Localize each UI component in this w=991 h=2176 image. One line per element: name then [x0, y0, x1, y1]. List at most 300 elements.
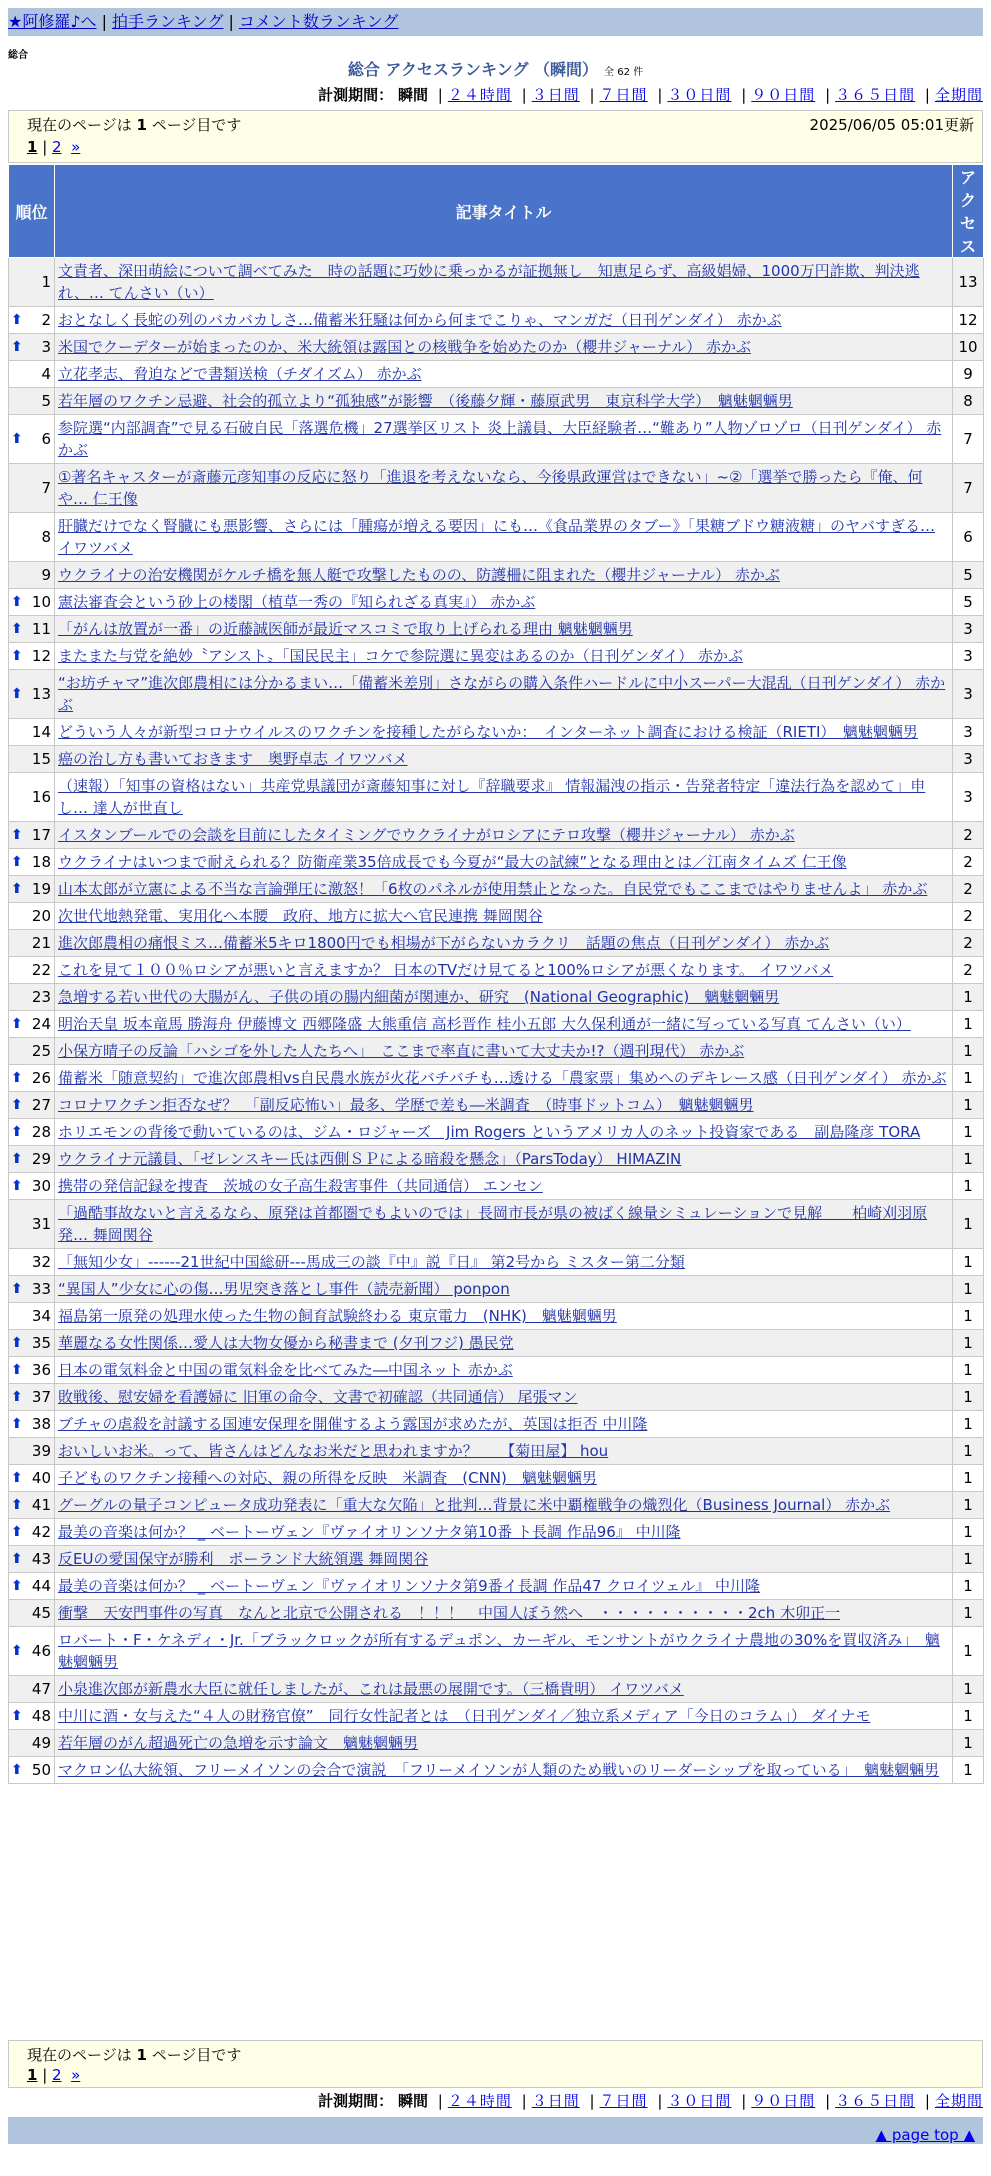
period-3d-link[interactable]: ３日間 — [531, 2092, 580, 2110]
table-row — [9, 1276, 984, 1303]
rank-cell — [9, 464, 55, 513]
rank-cell — [9, 643, 55, 670]
page-info-bottom — [8, 2040, 983, 2088]
access-count: 1 — [953, 1011, 984, 1038]
rank-number: 48 — [31, 1707, 51, 1725]
pager: 1 | 2 » — [27, 2066, 81, 2084]
table-row — [9, 415, 984, 464]
rank-number: 32 — [31, 1253, 51, 1271]
access-count: 1 — [953, 1173, 984, 1200]
rank-up-arrow-icon: ⬆ — [11, 1578, 23, 1594]
title-cell — [55, 1519, 953, 1546]
article-link[interactable]: 進次郎農相の痛恨ミス…備蓄米5キロ1800円でも相場が下がらないカラクリ 話題の焦点（日刊ゲンダイ） 赤かぶ — [58, 934, 830, 952]
rank-cell — [9, 1465, 55, 1492]
table-row — [9, 719, 984, 746]
rank-up-arrow-icon: ⬆ — [11, 1097, 23, 1113]
page-title-text: 総合 アクセスランキング （瞬間） — [347, 60, 599, 79]
title-cell — [55, 930, 953, 957]
article-link[interactable]: 日本の電気料金と中国の電気料金を比べてみた―中国ネット 赤かぶ — [58, 1361, 513, 1379]
rank-cell — [9, 1519, 55, 1546]
table-row — [9, 1492, 984, 1519]
rank-number: 8 — [41, 528, 51, 546]
access-count: 3 — [953, 643, 984, 670]
rank-number: 10 — [31, 593, 51, 611]
title-cell — [55, 670, 953, 719]
access-count: 1 — [953, 1438, 984, 1465]
rank-number: 3 — [41, 338, 51, 356]
period-current: 瞬間 — [397, 86, 428, 104]
period-all-link[interactable]: 全期間 — [934, 86, 983, 104]
title-cell — [55, 643, 953, 670]
article-link[interactable]: 若年層のワクチン忌避、社会的孤立より“孤独感”が影響 （後藤夕輝・藤原武男 東京科学大学） 魑魅魍魎男 — [58, 392, 793, 410]
rank-cell — [9, 258, 55, 307]
table-row — [9, 1627, 984, 1676]
rank-number: 6 — [41, 430, 51, 448]
access-count: 1 — [953, 1703, 984, 1730]
article-link[interactable]: 中川に酒・女与えた“４人の財務官僚” 同行女性記者とは （日刊ゲンダイ／独立系メディア「今日のコラム」） ダイナモ — [58, 1707, 871, 1725]
rank-number: 18 — [31, 853, 51, 871]
rank-up-arrow-icon: ⬆ — [11, 686, 23, 702]
article-link[interactable]: 「無知少女」------21世紀中国総研---馬成三の談『中』説『日』 第2号から ミスター第二分類 — [58, 1253, 685, 1271]
rank-up-arrow-icon: ⬆ — [11, 881, 23, 897]
table-row — [9, 1092, 984, 1119]
rank-up-arrow-icon: ⬆ — [11, 1178, 23, 1194]
title-cell — [55, 1757, 953, 1784]
ranking-table — [8, 164, 984, 1784]
article-link[interactable]: 次世代地熱発電、実用化へ本腰 政府、地方に拡大へ官民連携 舞岡関谷 — [58, 907, 543, 925]
period-label: 計測期間： — [318, 2092, 394, 2110]
item-count: 全 62 件 — [604, 67, 644, 78]
table-row — [9, 1173, 984, 1200]
rank-up-arrow-icon: ⬆ — [11, 827, 23, 843]
access-count: 1 — [953, 984, 984, 1011]
period-selector-top: 計測期間： 瞬間 | ２４時間 | ３日間 | ７日間 | ３０日間 | ９０日間 | ３６５日間 | 全期間 — [318, 86, 983, 104]
table-row — [9, 1200, 984, 1249]
rank-number: 5 — [41, 392, 51, 410]
table-row — [9, 643, 984, 670]
access-count: 1 — [953, 1465, 984, 1492]
article-link[interactable]: 癌の治し方も書いておきます 奥野卓志 イワツバメ — [58, 750, 408, 768]
title-cell — [55, 1119, 953, 1146]
rank-cell — [9, 334, 55, 361]
title-cell — [55, 1546, 953, 1573]
rank-cell — [9, 361, 55, 388]
article-link[interactable]: 文責者、深田萌絵について調べてみた 時の話題に巧妙に乗っかるが証拠無し 知恵足らず、高級娼婦、1000万円詐欺、判決逃れ、… てんさい（い） — [58, 262, 920, 302]
period-30d-link[interactable]: ３０日間 — [667, 2092, 732, 2110]
article-link[interactable]: 参院選“内部調査”で見る石破自民「落選危機」27選挙区リスト 炎上議員、大臣経験者…“難あり”人物ゾロゾロ（日刊ゲンダイ） 赤かぶ — [58, 419, 942, 459]
article-link[interactable]: 急増する若い世代の大腸がん、子供の頃の腸内細菌が関連か、研究 (National Geographic) 魑魅魍魎男 — [58, 988, 780, 1006]
table-row — [9, 1703, 984, 1730]
rank-cell — [9, 1303, 55, 1330]
access-count: 2 — [953, 957, 984, 984]
article-link[interactable]: 小保方晴子の反論「ハシゴを外した人たちへ」 ここまで率直に書いて大丈夫か!?（週刊現代） 赤かぶ — [58, 1042, 745, 1060]
article-link[interactable]: “異国人”少女に心の傷…男児突き落とし事件（読売新聞） ponpon — [58, 1280, 510, 1298]
rank-number: 37 — [31, 1388, 51, 1406]
period-7d-link[interactable]: ７日間 — [599, 86, 648, 104]
rank-up-arrow-icon: ⬆ — [11, 1151, 23, 1167]
title-cell — [55, 415, 953, 464]
table-row — [9, 1303, 984, 1330]
comment-ranking-link[interactable]: コメント数ランキング — [238, 12, 399, 31]
rank-cell — [9, 1200, 55, 1249]
article-link[interactable]: 子どものワクチン接種への対応、親の所得を反映 米調査 (CNN) 魑魅魍魎男 — [58, 1469, 597, 1487]
table-row — [9, 1038, 984, 1065]
access-count: 2 — [953, 849, 984, 876]
rank-cell — [9, 1573, 55, 1600]
article-link[interactable]: イスタンブールでの会談を目前にしたタイミングでウクライナがロシアにテロ攻撃（櫻井ジャーナル） 赤かぶ — [58, 826, 795, 844]
title-cell — [55, 307, 953, 334]
article-link[interactable]: ロバート・F・ケネディ・Jr.「ブラックロックが所有するデュポン、カーギル、モンサントがウクライナ農地の30%を買収済み」 魑魅魍魎男 — [58, 1631, 940, 1671]
period-24h-link[interactable]: ２４時間 — [447, 86, 512, 104]
access-count: 12 — [953, 307, 984, 334]
title-cell — [55, 1676, 953, 1703]
access-count: 7 — [953, 464, 984, 513]
article-link[interactable]: 憲法審査会という砂上の楼閣（植草一秀の『知られざる真実』） 赤かぶ — [58, 593, 536, 611]
rank-cell — [9, 562, 55, 589]
period-7d-link[interactable]: ７日間 — [599, 2092, 648, 2110]
table-row — [9, 1146, 984, 1173]
rank-number: 22 — [31, 961, 51, 979]
rank-number: 33 — [31, 1280, 51, 1298]
title-cell — [55, 1303, 953, 1330]
period-365d-link[interactable]: ３６５日間 — [835, 2092, 916, 2110]
rank-header: 順位 — [9, 165, 55, 258]
article-link[interactable]: コロナワクチン拒否なぜ？ 「副反応怖い」最多、学歴で差も―米調査 （時事ドットコム） 魑魅魍魎男 — [58, 1096, 754, 1114]
home-link[interactable]: ★阿修羅♪へ — [8, 12, 97, 31]
period-3d-link[interactable]: ３日間 — [531, 86, 580, 104]
current-page-text: 現在のページは 1 ページ目です — [27, 2046, 242, 2064]
rank-up-arrow-icon: ⬆ — [11, 1362, 23, 1378]
article-link[interactable]: おとなしく長蛇の列のバカバカしさ…備蓄米狂騒は何から何までこりゃ、マンガだ（日刊ゲンダイ） 赤かぶ — [58, 311, 782, 329]
rank-cell — [9, 1249, 55, 1276]
rank-cell — [9, 589, 55, 616]
article-link[interactable]: 肝臓だけでなく腎臓にも悪影響、さらには「腫瘍が増える要因」にも…《食品業界のタブー》「果糖ブドウ糖液糖」のヤバすぎる… イワツバメ — [58, 517, 936, 557]
table-row — [9, 773, 984, 822]
article-link[interactable]: ウクライナはいつまで耐えられる？防衛産業35倍成長でも今夏が“最大の試練”となる理由とは／江南タイムズ 仁王像 — [58, 853, 847, 871]
article-link[interactable]: 備蓄米「随意契約」で進次郎農相vs自民農水族が火花バチバチも…透ける「農家票」集めへのデキレース感（日刊ゲンダイ） 赤かぶ — [58, 1069, 947, 1087]
rank-cell — [9, 1627, 55, 1676]
rank-number: 41 — [31, 1496, 51, 1514]
table-row — [9, 1676, 984, 1703]
period-90d-link[interactable]: ９０日間 — [751, 2092, 816, 2110]
table-row — [9, 1249, 984, 1276]
table-row — [9, 388, 984, 415]
access-count: 8 — [953, 388, 984, 415]
table-row — [9, 1519, 984, 1546]
access-count: 1 — [953, 1676, 984, 1703]
table-row — [9, 1411, 984, 1438]
table-row — [9, 307, 984, 334]
article-link[interactable]: おいしいお米。って、皆さんはどんなお米だと思われますか？ 【菊田屋】 hou — [58, 1442, 609, 1460]
access-count: 9 — [953, 361, 984, 388]
table-row — [9, 513, 984, 562]
rank-number: 11 — [31, 620, 51, 638]
rank-number: 4 — [41, 365, 51, 383]
period-current: 瞬間 — [397, 2092, 428, 2110]
title-cell — [55, 822, 953, 849]
table-row — [9, 876, 984, 903]
table-row — [9, 1119, 984, 1146]
rank-cell — [9, 849, 55, 876]
rank-cell — [9, 1757, 55, 1784]
rank-up-arrow-icon: ⬆ — [11, 1497, 23, 1513]
title-cell — [55, 773, 953, 822]
access-count: 1 — [953, 1384, 984, 1411]
table-row — [9, 1330, 984, 1357]
article-link[interactable]: 立花孝志、脅迫などで書類送検（チダイズム） 赤かぶ — [58, 365, 422, 383]
title-cell — [55, 1173, 953, 1200]
rank-number: 36 — [31, 1361, 51, 1379]
rank-cell — [9, 1330, 55, 1357]
article-link[interactable]: 携帯の発信記録を捜査 茨城の女子高生殺害事件（共同通信） エンセン — [58, 1177, 543, 1195]
article-link[interactable]: 山本太郎が立憲による不当な言論弾圧に激怒！「6枚のパネルが使用禁止となった。自民党でもここまではやりませんよ」 赤かぶ — [58, 880, 928, 898]
title-cell — [55, 1492, 953, 1519]
rank-number: 21 — [31, 934, 51, 952]
table-row — [9, 849, 984, 876]
rank-cell — [9, 415, 55, 464]
rank-number: 19 — [31, 880, 51, 898]
rank-cell — [9, 307, 55, 334]
rank-up-arrow-icon: ⬆ — [11, 621, 23, 637]
period-365d-link[interactable]: ３６５日間 — [835, 86, 916, 104]
access-count: 1 — [953, 1092, 984, 1119]
title-cell — [55, 361, 953, 388]
access-count: 1 — [953, 1330, 984, 1357]
rank-number: 20 — [31, 907, 51, 925]
rank-cell — [9, 513, 55, 562]
title-cell — [55, 1330, 953, 1357]
rank-up-arrow-icon: ⬆ — [11, 312, 23, 328]
title-cell — [55, 562, 953, 589]
article-link[interactable]: ブチャの虐殺を討議する国連安保理を開催するよう露国が求めたが、英国は拒否 中川隆 — [58, 1415, 648, 1433]
access-count: 3 — [953, 670, 984, 719]
rank-cell — [9, 822, 55, 849]
access-count: 7 — [953, 415, 984, 464]
title-cell — [55, 746, 953, 773]
rank-number: 34 — [31, 1307, 51, 1325]
nav-separator: | — [101, 12, 107, 31]
table-row — [9, 1573, 984, 1600]
table-row — [9, 670, 984, 719]
rank-cell — [9, 773, 55, 822]
title-cell — [55, 388, 953, 415]
table-row — [9, 1730, 984, 1757]
access-count: 5 — [953, 562, 984, 589]
rank-up-arrow-icon: ⬆ — [11, 1762, 23, 1778]
rank-number: 12 — [31, 647, 51, 665]
period-30d-link[interactable]: ３０日間 — [667, 86, 732, 104]
article-link[interactable]: 最美の音楽は何か？ _ ベートーヴェン『ヴァイオリンソナタ第10番 ト長調 作品96』 中川隆 — [58, 1523, 681, 1541]
table-row — [9, 903, 984, 930]
access-count: 3 — [953, 746, 984, 773]
article-link[interactable]: 華麗なる女性関係…愛人は大物女優から秘書まで (夕刊フジ) 愚民党 — [58, 1334, 514, 1352]
rank-up-arrow-icon: ⬆ — [11, 1643, 23, 1659]
access-count: 1 — [953, 1411, 984, 1438]
rank-number: 47 — [31, 1680, 51, 1698]
rank-cell — [9, 746, 55, 773]
rank-number: 26 — [31, 1069, 51, 1087]
table-header-row — [9, 165, 984, 258]
rank-cell — [9, 1173, 55, 1200]
page-top-link[interactable]: ▲ page top ▲ — [875, 2126, 975, 2144]
rank-number: 40 — [31, 1469, 51, 1487]
article-link[interactable]: 福島第一原発の処理水使った生物の飼育試験終わる 東京電力 (NHK) 魑魅魍魎男 — [58, 1307, 617, 1325]
title-cell — [55, 258, 953, 307]
rank-cell — [9, 1357, 55, 1384]
table-row — [9, 984, 984, 1011]
title-cell — [55, 1573, 953, 1600]
access-count: 10 — [953, 334, 984, 361]
rank-up-arrow-icon: ⬆ — [11, 1335, 23, 1351]
rank-up-arrow-icon: ⬆ — [11, 1124, 23, 1140]
title-cell — [55, 1146, 953, 1173]
rank-cell — [9, 1119, 55, 1146]
rank-cell — [9, 1146, 55, 1173]
article-link[interactable]: 衝撃 天安門事件の写真 なんと北京で公開される ！！！ 中国人ぼう然へ ・・・・・・・・・・2ch 木卯正一 — [58, 1604, 841, 1622]
pager-next[interactable]: » — [71, 138, 81, 156]
article-link[interactable]: どういう人々が新型コロナウイルスのワクチンを接種したがらないか： インターネット調査における検証（RIETI） 魑魅魍魎男 — [58, 723, 918, 741]
rank-number: 43 — [31, 1550, 51, 1568]
title-cell — [55, 957, 953, 984]
table-row — [9, 1546, 984, 1573]
rank-up-arrow-icon: ⬆ — [11, 1016, 23, 1032]
rank-up-arrow-icon: ⬆ — [11, 594, 23, 610]
rank-number: 27 — [31, 1096, 51, 1114]
table-row — [9, 464, 984, 513]
rank-number: 14 — [31, 723, 51, 741]
rank-up-arrow-icon: ⬆ — [11, 1551, 23, 1567]
article-link[interactable]: ウクライナの治安機関がケルチ橋を無人艇で攻撃したものの、防護柵に阻まれた（櫻井ジャーナル） 赤かぶ — [58, 566, 780, 584]
rank-up-arrow-icon: ⬆ — [11, 1470, 23, 1486]
rank-cell — [9, 984, 55, 1011]
title-cell — [55, 1357, 953, 1384]
rank-number: 30 — [31, 1177, 51, 1195]
access-count: 1 — [953, 1357, 984, 1384]
title-cell — [55, 849, 953, 876]
article-link[interactable]: 「過酷事故ないと言えるなら、原発は首都圏でもよいのでは」長岡市長が県の被ばく線量シミュレーションで見解 柏崎刈羽原発… 舞岡関谷 — [58, 1204, 928, 1244]
article-link[interactable]: ホリエモンの背後で動いているのは、ジム・ロジャーズ Jim Rogers というアメリカ人のネット投資家である 副島隆彦 TORA — [58, 1123, 921, 1141]
title-cell — [55, 1627, 953, 1676]
article-link[interactable]: 「がんは放置が一番」の近藤誠医師が最近マスコミで取り上げられる理由 魑魅魍魎男 — [58, 620, 633, 638]
title-cell — [55, 903, 953, 930]
rank-cell — [9, 903, 55, 930]
article-link[interactable]: （速報）「知事の資格はない」共産党県議団が斎藤知事に対し『辞職要求』 情報漏洩の指示・告発者特定「違法行為を認めて」申し… 達人が世直し — [58, 777, 926, 817]
article-link[interactable]: “お坊チャマ”進次郎農相には分かるまい…「備蓄米差別」さながらの購入条件ハードルに中小スーパー大混乱（日刊ゲンダイ） 赤かぶ — [58, 674, 946, 714]
article-link[interactable]: ウクライナ元議員、「ゼレンスキー氏は西側ＳＰによる暗殺を懸念」（ParsToday） HIMAZIN — [58, 1150, 682, 1168]
title-cell — [55, 719, 953, 746]
rank-cell — [9, 616, 55, 643]
rank-cell — [9, 1038, 55, 1065]
pager-next[interactable]: » — [71, 2066, 81, 2084]
access-count: 3 — [953, 616, 984, 643]
rank-cell — [9, 1065, 55, 1092]
access-count: 1 — [953, 1730, 984, 1757]
article-link[interactable]: 反EUの愛国保守が勝利 ポーランド大統領選 舞岡関谷 — [58, 1550, 429, 1568]
access-count: 1 — [953, 1519, 984, 1546]
table-row — [9, 1357, 984, 1384]
access-count: 1 — [953, 1065, 984, 1092]
table-row — [9, 1384, 984, 1411]
access-count: 13 — [953, 258, 984, 307]
table-row — [9, 1600, 984, 1627]
pager-page-2[interactable]: 2 — [52, 2066, 62, 2084]
period-90d-link[interactable]: ９０日間 — [751, 86, 816, 104]
rank-up-arrow-icon: ⬆ — [11, 1708, 23, 1724]
article-link[interactable]: マクロン仏大統領、フリーメイソンの会合で演説 「フリーメイソンが人類のため戦いのリーダーシップを取っている」 魑魅魍魎男 — [58, 1761, 940, 1779]
rank-number: 2 — [41, 311, 51, 329]
period-label: 計測期間： — [318, 86, 394, 104]
title-cell — [55, 1276, 953, 1303]
rank-up-arrow-icon: ⬆ — [11, 1281, 23, 1297]
article-link[interactable]: 米国でクーデターが始まったのか、米大統領は露国との核戦争を始めたのか（櫻井ジャーナル） 赤かぶ — [58, 338, 751, 356]
rank-number: 17 — [31, 826, 51, 844]
article-link[interactable]: これを見て１００％ロシアが悪いと言えますか？ 日本のTVだけ見てると100%ロシアが悪くなります。 イワツバメ — [58, 961, 834, 979]
title-cell — [55, 1411, 953, 1438]
rank-cell — [9, 1384, 55, 1411]
access-count: 2 — [953, 822, 984, 849]
article-link[interactable]: ①著名キャスターが斎藤元彦知事の反応に怒り「進退を考えないなら、今後県政運営はできない」~②「選挙で勝ったら『俺、何や… 仁王像 — [58, 468, 923, 508]
title-cell — [55, 1200, 953, 1249]
article-link[interactable]: またまた与党を絶妙〝アシスト〟「国民民主」コケで参院選に異変はあるのか（日刊ゲンダイ） 赤かぶ — [58, 647, 744, 665]
period-24h-link[interactable]: ２４時間 — [447, 2092, 512, 2110]
access-count: 3 — [953, 773, 984, 822]
table-row — [9, 930, 984, 957]
title-cell — [55, 1730, 953, 1757]
rank-number: 35 — [31, 1334, 51, 1352]
article-link[interactable]: 若年層のがん超過死亡の急増を示す論文 魑魅魍魎男 — [58, 1734, 419, 1752]
table-row — [9, 746, 984, 773]
access-count: 5 — [953, 589, 984, 616]
article-link[interactable]: 明治天皇 坂本竜馬 勝海舟 伊藤博文 西郷隆盛 大熊重信 高杉晋作 桂小五郎 大久保利通が一緒に写っている写真 てんさい（い） — [58, 1015, 911, 1033]
table-row — [9, 589, 984, 616]
period-selector-bottom: 計測期間： 瞬間 | ２４時間 | ３日間 | ７日間 | ３０日間 | ９０日間 | ３６５日間 | 全期間 — [318, 2092, 983, 2110]
rank-up-arrow-icon: ⬆ — [11, 648, 23, 664]
rank-cell — [9, 1092, 55, 1119]
period-all-link[interactable]: 全期間 — [934, 2092, 983, 2110]
title-cell — [55, 1092, 953, 1119]
article-link[interactable]: 敗戦後、慰安婦を看護婦に 旧軍の命令、文書で初確認（共同通信） 尾張マン — [58, 1388, 578, 1406]
rank-number: 7 — [41, 479, 51, 497]
title-cell — [55, 984, 953, 1011]
clap-ranking-link[interactable]: 拍手ランキング — [111, 12, 224, 31]
rank-number: 9 — [41, 566, 51, 584]
pager-page-2[interactable]: 2 — [52, 138, 62, 156]
rank-cell — [9, 1011, 55, 1038]
rank-number: 50 — [31, 1761, 51, 1779]
rank-up-arrow-icon: ⬆ — [11, 1389, 23, 1405]
title-cell — [55, 1703, 953, 1730]
article-link[interactable]: グーグルの量子コンピュータ成功発表に「重大な欠陥」と批判…背景に米中覇権戦争の熾烈化（Business Journal） 赤かぶ — [58, 1496, 891, 1514]
access-count: 1 — [953, 1546, 984, 1573]
title-cell — [55, 1065, 953, 1092]
rank-number: 1 — [41, 273, 51, 291]
article-link[interactable]: 小泉進次郎が新農水大臣に就任しましたが、これは最悪の展開です。（三橋貴明） イワツバメ — [58, 1680, 684, 1698]
bottom-bar — [8, 2117, 983, 2144]
title-header: 記事タイトル — [55, 165, 953, 258]
access-count: 1 — [953, 1600, 984, 1627]
title-cell — [55, 589, 953, 616]
title-cell — [55, 1011, 953, 1038]
section-label: 総合 — [8, 50, 28, 61]
table-row — [9, 1438, 984, 1465]
nav-separator: | — [228, 12, 234, 31]
article-link[interactable]: 最美の音楽は何か？ _ ベートーヴェン『ヴァイオリンソナタ第9番イ長調 作品47 クロイツェル』 中川隆 — [58, 1577, 760, 1595]
rank-number: 23 — [31, 988, 51, 1006]
access-count: 2 — [953, 876, 984, 903]
access-count: 6 — [953, 513, 984, 562]
access-count: 3 — [953, 719, 984, 746]
rank-up-arrow-icon: ⬆ — [11, 431, 23, 447]
